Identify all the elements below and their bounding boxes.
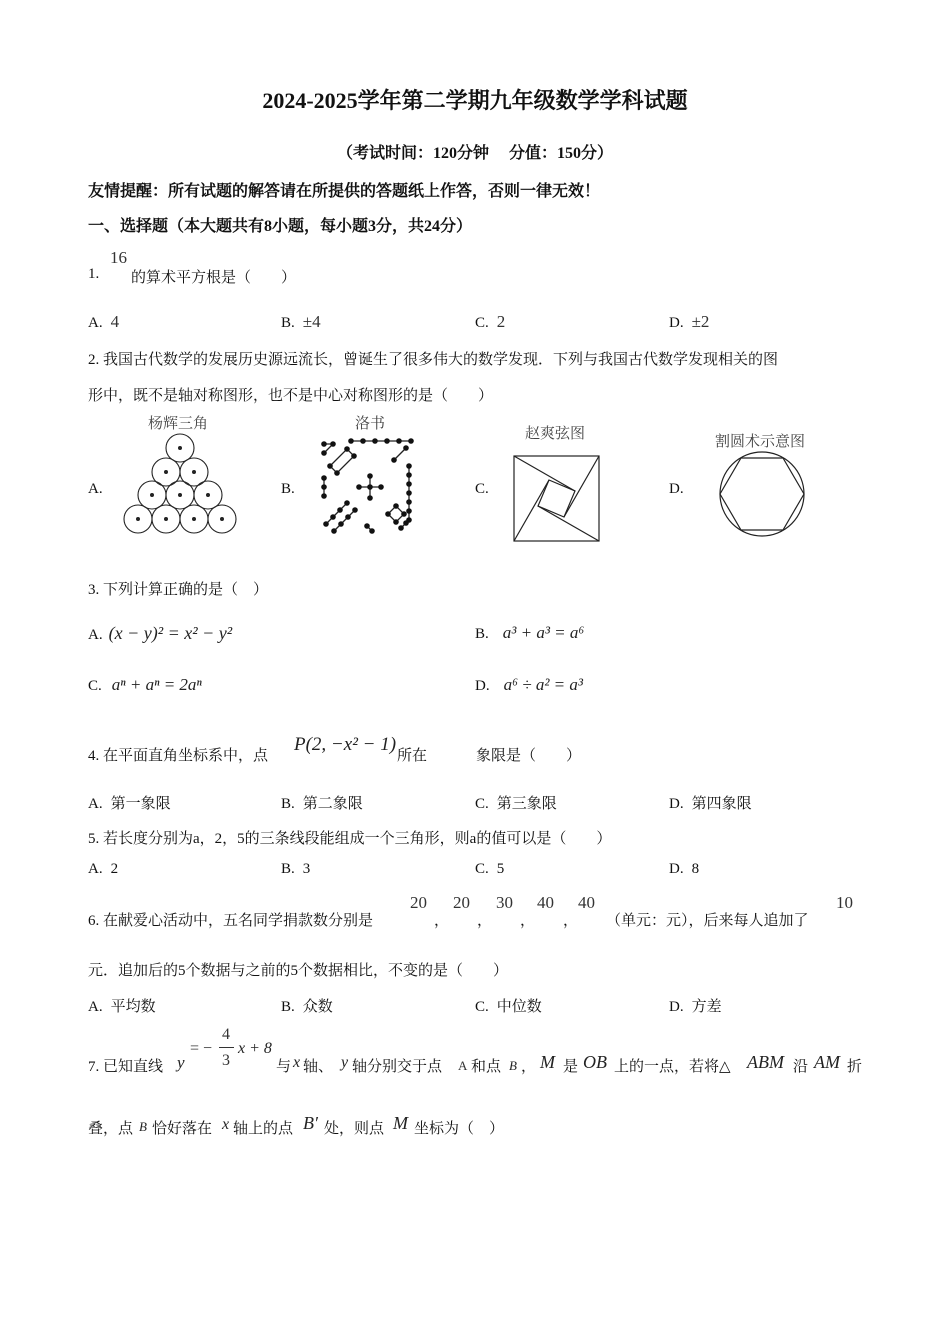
q2-figure-b-label: 洛书 bbox=[354, 416, 385, 432]
q6-option-c: C. 中位数 bbox=[475, 999, 542, 1015]
q5-option-c: C. 5 bbox=[475, 861, 505, 877]
q7-eq-rest: x + 8 bbox=[238, 1040, 272, 1057]
q3-option-b: B. a³ + a³ = a⁶ bbox=[475, 623, 585, 642]
q2-option-c-letter: C. bbox=[475, 481, 489, 497]
q7-point-a: A bbox=[458, 1058, 468, 1073]
q7-segment-ob: OB bbox=[583, 1052, 607, 1072]
q1-option-d: D. ±2 bbox=[669, 312, 710, 331]
q2-option-d-letter: D. bbox=[669, 481, 684, 497]
q1-text: 的算术平方根是（ ） bbox=[131, 270, 297, 286]
q4-option-b: B. 第二象限 bbox=[281, 796, 363, 812]
q5-option-b: B. 3 bbox=[281, 861, 311, 877]
q4-option-a: A. 第一象限 bbox=[88, 796, 171, 812]
q7-frac-num: 4 bbox=[222, 1026, 230, 1043]
q6-num-5: 40 bbox=[578, 893, 595, 912]
q5-option-a: A. 2 bbox=[88, 861, 119, 877]
q6-line2: 元．追加后的5个数据与之前的5个数据相比，不变的是（ ） bbox=[88, 963, 509, 979]
q4-point: P(2, −x² − 1) bbox=[294, 734, 397, 755]
q2-figure-a-label: 杨辉三角 bbox=[147, 416, 208, 432]
q6-num-2: 20 bbox=[453, 893, 470, 912]
q7-seg4: 和点 bbox=[471, 1059, 502, 1075]
q7-triangle-abm: ABM bbox=[747, 1052, 784, 1072]
q7-seg6: 是 bbox=[563, 1059, 579, 1075]
q7-line2-d: 处，则点 bbox=[324, 1121, 385, 1137]
q7-line2-a: 叠，点 bbox=[88, 1121, 134, 1137]
q6-option-a: A. 平均数 bbox=[88, 999, 156, 1015]
q4-option-c: C. 第三象限 bbox=[475, 796, 557, 812]
q7-prefix: 7. 已知直线 bbox=[88, 1059, 164, 1075]
q7-line2-b: 恰好落在 bbox=[152, 1121, 213, 1137]
q6-comma-4: ， bbox=[563, 913, 579, 929]
q1-option-c: C. 2 bbox=[475, 312, 506, 331]
q7-segment-am: AM bbox=[814, 1052, 840, 1072]
q3-option-a: A. (x − y)² = x² − y² bbox=[88, 623, 233, 643]
section-heading: 一、选择题（本大题共有8小题，每小题3分，共24分） bbox=[88, 218, 473, 235]
q7-x-var2: x bbox=[222, 1116, 230, 1133]
q4-suffix: 象限是（ ） bbox=[476, 748, 582, 764]
q6-num-1: 20 bbox=[410, 893, 427, 912]
q7-seg2: 轴、 bbox=[303, 1059, 334, 1075]
q7-point-bprime: B′ bbox=[303, 1113, 318, 1133]
q7-seg8: 沿 bbox=[793, 1059, 809, 1075]
zhaoshuang-figure bbox=[513, 455, 600, 542]
q7-seg5: ， bbox=[521, 1059, 537, 1075]
q4-option-d: D. 第四象限 bbox=[669, 796, 752, 812]
q7-frac-bar bbox=[219, 1047, 234, 1048]
q2-figure-c-label: 赵爽弦图 bbox=[524, 426, 585, 442]
q7-point-b: B bbox=[509, 1058, 517, 1073]
q2-option-a-letter: A. bbox=[88, 481, 103, 497]
gecircle-figure bbox=[718, 450, 806, 538]
q5-option-d: D. 8 bbox=[669, 861, 700, 877]
q3-text: 3. 下列计算正确的是（ ） bbox=[88, 582, 269, 598]
q7-point-m: M bbox=[540, 1052, 555, 1072]
q7-seg7: 上的一点，若将△ bbox=[614, 1059, 731, 1075]
q7-seg1: 与 bbox=[276, 1059, 292, 1075]
q3-option-c: C. aⁿ + aⁿ = 2aⁿ bbox=[88, 675, 202, 694]
exam-info: （考试时间：120分钟 分值：150分） bbox=[336, 145, 613, 162]
q7-frac-den: 3 bbox=[222, 1052, 230, 1069]
q7-seg3: 轴分别交于点 bbox=[352, 1059, 443, 1075]
q7-eq-y: y bbox=[177, 1053, 185, 1072]
luoshu-figure bbox=[316, 436, 416, 536]
q7-line2-e: 坐标为（ ） bbox=[414, 1121, 505, 1137]
q1-radical-sign bbox=[104, 250, 134, 280]
q7-point-b2: B bbox=[139, 1119, 147, 1134]
q2-figure-d-label: 割圆术示意图 bbox=[714, 434, 805, 450]
q1-option-b: B. ±4 bbox=[281, 312, 321, 331]
q6-unit-text: （单元：元），后来每人追加了 bbox=[606, 913, 809, 929]
q2-option-b-letter: B. bbox=[281, 481, 295, 497]
q7-eq-sign: = − bbox=[190, 1040, 213, 1057]
q6-comma-3: ， bbox=[520, 913, 536, 929]
page-title: 2024-2025学年第二学期九年级数学学科试题 bbox=[262, 88, 688, 113]
q7-x-var: x bbox=[293, 1054, 301, 1071]
q6-num-4: 40 bbox=[537, 893, 554, 912]
reminder: 友情提醒：所有试题的解答请在所提供的答题纸上作答，否则一律无效！ bbox=[88, 183, 601, 200]
q2-line1: 2. 我国古代数学的发展历史源远流长，曾诞生了很多伟大的数学发现．下列与我国古代数学发现相关的图 bbox=[88, 352, 779, 368]
q6-comma-1: ， bbox=[434, 913, 450, 929]
q1-option-a: A. 4 bbox=[88, 312, 120, 331]
q7-point-m2: M bbox=[393, 1113, 408, 1133]
q7-y-var: y bbox=[341, 1054, 349, 1071]
q2-line2: 形中，既不是轴对称图形，也不是中心对称图形的是（ ） bbox=[88, 388, 494, 404]
q4-mid: 所在 bbox=[397, 748, 428, 764]
q4-prefix: 4. 在平面直角坐标系中，点 bbox=[88, 748, 269, 764]
q6-extra: 10 bbox=[836, 893, 853, 912]
q1-number: 1. bbox=[88, 266, 100, 282]
q1-radicand: 16 bbox=[110, 248, 127, 267]
yanghui-triangle-figure bbox=[120, 432, 240, 537]
q6-option-b: B. 众数 bbox=[281, 999, 333, 1015]
q3-option-d: D. a⁶ ÷ a² = a³ bbox=[475, 675, 583, 694]
q6-comma-2: ， bbox=[477, 913, 493, 929]
q6-option-d: D. 方差 bbox=[669, 999, 722, 1015]
q6-num-3: 30 bbox=[496, 893, 513, 912]
q6-prefix: 6. 在献爱心活动中，五名同学捐款数分别是 bbox=[88, 913, 374, 929]
q5-text: 5. 若长度分别为a，2，5的三条线段能组成一个三角形，则a的值可以是（ ） bbox=[88, 831, 612, 847]
q7-line2-c: 轴上的点 bbox=[233, 1121, 294, 1137]
q7-seg9: 折 bbox=[847, 1059, 863, 1075]
